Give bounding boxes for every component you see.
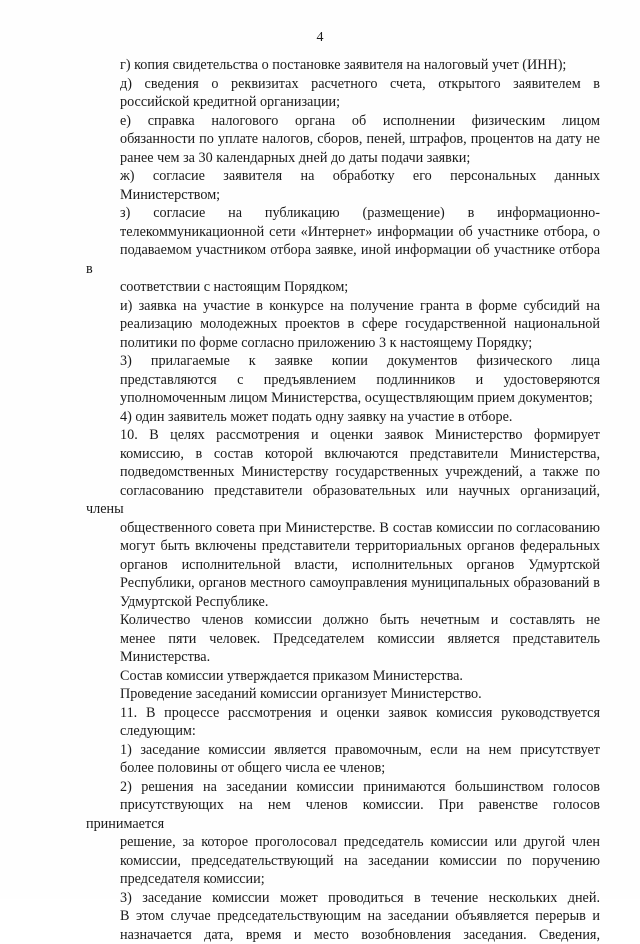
text-line: согласованию представители образовательных или научных организаций, члены [86, 482, 600, 519]
paragraph [86, 112, 600, 168]
paragraph [86, 611, 600, 667]
text-line: присутствующих на нем членов комиссии. При равенстве голосов принимается [86, 796, 600, 833]
text-line: комиссию, в состав которой включаются представители Министерства, [86, 445, 600, 464]
text-line: подаваемом участником отбора заявке, иной информации об участнике отбора в [86, 241, 600, 278]
text-line: 2) решения на заседании комиссии принимаются большинством голосов [86, 778, 600, 797]
text-line: комиссии, председательствующий на заседании комиссии по поручению [86, 852, 600, 871]
text-line: г) копия свидетельства о постановке заявителя на налоговый учет (ИНН); [86, 56, 600, 75]
paragraph [86, 408, 600, 427]
paragraph [86, 426, 600, 611]
document-body [86, 56, 600, 944]
text-line: менее пяти человек. Председателем комиссии является представитель [86, 630, 600, 649]
text-line: В этом случае председательствующим на заседании объявляется перерыв и [86, 907, 600, 926]
text-line: 10. В целях рассмотрения и оценки заявок Министерство формирует [86, 426, 600, 445]
text-line: подведомственных Министерству государственных учреждений, а также по [86, 463, 600, 482]
paragraph [86, 352, 600, 408]
text-line: председателя комиссии; [86, 870, 600, 889]
text-line: Удмуртской Республике. [86, 593, 600, 612]
text-line: более половины от общего числа ее членов; [86, 759, 600, 778]
text-line: 3) заседание комиссии может проводиться в течение нескольких дней. [86, 889, 600, 908]
paragraph [86, 685, 600, 704]
text-line: е) справка налогового органа об исполнении физическим лицом [86, 112, 600, 131]
text-line: 3) прилагаемые к заявке копии документов физического лица [86, 352, 600, 371]
paragraph [86, 889, 600, 944]
text-line: российской кредитной организации; [86, 93, 600, 112]
text-line: 1) заседание комиссии является правомочным, если на нем присутствует [86, 741, 600, 760]
text-line: Состав комиссии утверждается приказом Министерства. [86, 667, 600, 686]
text-line: политики по форме согласно приложению 3 к настоящему Порядку; [86, 334, 600, 353]
paragraph [86, 778, 600, 889]
text-line: решение, за которое проголосовал председатель комиссии или другой член [86, 833, 600, 852]
paragraph [86, 667, 600, 686]
text-line: ранее чем за 30 календарных дней до даты подачи заявки; [86, 149, 600, 168]
text-line: следующим: [86, 722, 600, 741]
text-line: обязанности по уплате налогов, сборов, пеней, штрафов, процентов на дату не [86, 130, 600, 149]
paragraph [86, 167, 600, 204]
text-line: соответствии с настоящим Порядком; [86, 278, 600, 297]
text-line: реализацию молодежных проектов в сфере государственной национальной [86, 315, 600, 334]
text-line: д) сведения о реквизитах расчетного счета, открытого заявителем в [86, 75, 600, 94]
text-line: 4) один заявитель может подать одну заявку на участие в отборе. [86, 408, 600, 427]
text-line: Количество членов комиссии должно быть нечетным и составлять не [86, 611, 600, 630]
paragraph [86, 56, 600, 75]
page-number: 4 [0, 30, 640, 46]
text-line: уполномоченным лицом Министерства, осуществляющим прием документов; [86, 389, 600, 408]
text-line: Республики, органов местного самоуправления муниципальных образований в [86, 574, 600, 593]
text-line: Министерством; [86, 186, 600, 205]
text-line: телекоммуникационной сети «Интернет» информации об участнике отбора, о [86, 223, 600, 242]
text-line: и) заявка на участие в конкурсе на получение гранта в форме субсидий на [86, 297, 600, 316]
text-line: Министерства. [86, 648, 600, 667]
paragraph [86, 741, 600, 778]
text-line: общественного совета при Министерстве. В состав комиссии по согласованию [86, 519, 600, 538]
paragraph [86, 75, 600, 112]
text-line: Проведение заседаний комиссии организует Министерство. [86, 685, 600, 704]
text-line: органов исполнительной власти, исполнительных органов Удмуртской [86, 556, 600, 575]
paragraph [86, 704, 600, 741]
paragraph [86, 204, 600, 297]
paragraph [86, 297, 600, 353]
text-line: могут быть включены представители территориальных органов федеральных [86, 537, 600, 556]
text-line: з) согласие на публикацию (размещение) в информационно- [86, 204, 600, 223]
text-line: 11. В процессе рассмотрения и оценки заявок комиссия руководствуется [86, 704, 600, 723]
text-line: ж) согласие заявителя на обработку его персональных данных [86, 167, 600, 186]
text-line: представляются с предъявлением подлинников и удостоверяются [86, 371, 600, 390]
text-line: назначается дата, время и место возобновления заседания. Сведения, [86, 926, 600, 944]
